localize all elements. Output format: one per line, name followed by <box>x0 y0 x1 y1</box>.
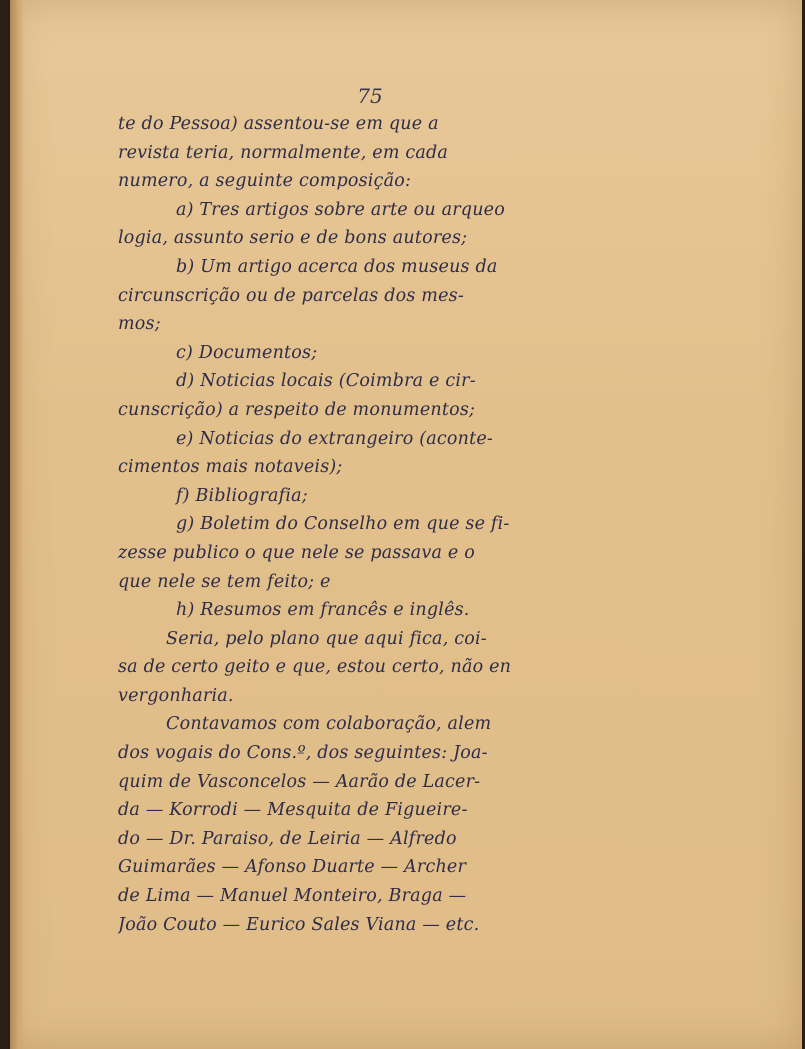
text-line: que nele se tem feito; e <box>118 571 331 592</box>
page-spine <box>10 0 24 1049</box>
text-line: a) Tres artigos sobre arte ou arqueo <box>176 199 505 220</box>
text-line: logia, assunto serio e de bons autores; <box>118 228 468 249</box>
text-line: sa de certo geito e que, estou certo, não en <box>118 657 512 678</box>
text-line: c) Documentos; <box>176 342 318 363</box>
text-line: g) Boletim do Conselho em que se fi- <box>176 514 510 535</box>
text-line: cimentos mais notaveis); <box>118 457 343 478</box>
text-line: circunscrição ou de parcelas dos mes- <box>118 285 464 306</box>
text-line: Contavamos com colaboração, alem <box>166 714 492 735</box>
text-line: quim de Vasconcelos — Aarão de Lacer- <box>118 771 481 792</box>
handwritten-text <box>118 110 608 939</box>
text-line: de Lima — Manuel Monteiro, Braga — <box>118 886 467 907</box>
text-line: e) Noticias do extrangeiro (aconte- <box>176 428 494 449</box>
text-line: zesse publico o que nele se passava e o <box>118 542 475 563</box>
manuscript-page <box>10 0 802 1049</box>
text-line: h) Resumos em francês e inglês. <box>176 600 470 621</box>
text-line: Seria, pelo plano que aqui fica, coi- <box>166 628 487 649</box>
text-line: dos vogais do Cons.º, dos seguintes: Joa- <box>118 743 488 764</box>
text-line: d) Noticias locais (Coimbra e cir- <box>176 371 476 392</box>
text-line: Guimarães — Afonso Duarte — Archer <box>118 857 467 878</box>
text-line: mos; <box>118 314 161 335</box>
text-line: da — Korrodi — Mesquita de Figueire- <box>118 800 468 821</box>
text-line: vergonharia. <box>118 685 234 706</box>
text-line: b) Um artigo acerca dos museus da <box>176 256 498 277</box>
page-number: 75 <box>357 84 383 108</box>
text-line: f) Bibliografia; <box>176 485 308 506</box>
text-line: cunscrição) a respeito de monumentos; <box>118 399 476 420</box>
text-line: numero, a seguinte composição: <box>118 171 412 192</box>
text-line: João Couto — Eurico Sales Viana — etc. <box>118 914 480 935</box>
text-line: te do Pessoa) assentou-se em que a <box>118 114 439 134</box>
text-line: revista teria, normalmente, em cada <box>118 142 449 163</box>
text-line: do — Dr. Paraiso, de Leiria — Alfredo <box>118 828 457 849</box>
